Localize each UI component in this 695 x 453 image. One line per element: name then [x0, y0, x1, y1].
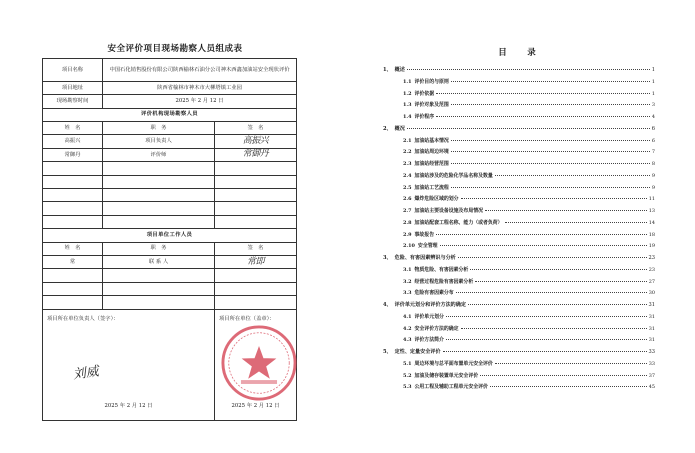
unit-header-row — [43, 242, 297, 255]
toc-entry-page: 1 — [651, 78, 655, 85]
toc-entry-number: 5.2 — [403, 372, 412, 379]
toc-entry-title: 评价依据 — [414, 90, 435, 97]
project-address-value: 陕西省榆林市神木市大柳塔镇工业园 — [103, 81, 297, 94]
unit-leader-signature-cell — [43, 309, 215, 420]
toc-entry-number: 3.3 — [403, 290, 412, 297]
toc-entry-page: 33 — [648, 349, 655, 355]
toc-section-entry[interactable] — [383, 313, 655, 325]
unit-leader-sign-date: 2025 年 2 月 12 日 — [104, 403, 153, 410]
toc-section-entry[interactable] — [383, 113, 655, 125]
toc-entry-title: 加油站配套工程名称、能力（或者负荷） — [414, 219, 503, 226]
unit-staff-row — [43, 255, 297, 268]
toc-entry-page: 9 — [651, 172, 655, 179]
toc-section-entry[interactable] — [383, 219, 655, 231]
toc-section-entry[interactable] — [383, 242, 655, 254]
staff-signature: 高振兴 — [215, 135, 297, 148]
toc-leader-dots — [451, 104, 650, 105]
toc-leader-dots — [446, 339, 647, 340]
toc-entry-page: 23 — [648, 266, 655, 273]
empty-row — [43, 188, 297, 201]
staff-duty: 评价师 — [103, 148, 215, 161]
toc-section-entry[interactable] — [383, 160, 655, 172]
empty-row — [43, 282, 297, 295]
toc-entry-number: 2.9 — [403, 231, 412, 238]
toc-section-entry[interactable] — [383, 383, 655, 395]
toc-section-entry[interactable] — [383, 172, 655, 184]
toc-section-entry[interactable] — [383, 360, 655, 372]
toc-entry-title: 评价目的与原则 — [414, 78, 449, 85]
empty-row — [43, 215, 297, 228]
survey-time-value: 2025 年 2 月 12 日 — [103, 95, 297, 108]
toc-entry-number: 2.2 — [403, 149, 412, 156]
toc-entry-number: 2.4 — [403, 172, 412, 179]
staff-name: 常 — [43, 255, 103, 268]
toc-leader-dots — [458, 257, 647, 258]
toc-entry-number: 5.3 — [403, 384, 412, 391]
section-unit-heading: 项目单位工作人员 — [43, 229, 297, 242]
toc-entry-title: 加油站涉及的危险化学品名称及数量 — [414, 172, 493, 179]
toc-entry-number: 4、 — [383, 302, 392, 308]
col-duty-header: 职 务 — [103, 242, 215, 255]
toc-entry-title: 评价对象及范围 — [414, 102, 449, 109]
toc-entry-title: 危险、有害因素辨识与分析 — [394, 255, 456, 261]
toc-entry-title: 经营过程危险有害因素分析 — [414, 278, 474, 285]
toc-leader-dots — [480, 375, 647, 376]
toc-entry-number: 1.4 — [403, 114, 412, 120]
toc-entry-page: 14 — [648, 219, 655, 226]
toc-entry-page: 9 — [651, 184, 655, 191]
toc-entry-title: 加油站主要设备设施及布局情况 — [414, 208, 483, 214]
toc-entry-title: 概况 — [394, 125, 405, 132]
toc-entry-page: 19 — [648, 243, 655, 250]
toc-section-entry[interactable] — [383, 207, 655, 219]
toc-entry-page: 7 — [651, 149, 655, 156]
col-duty-header: 职 务 — [103, 121, 215, 134]
toc-entry-number: 2.3 — [403, 161, 412, 167]
toc-entry-page: 6 — [651, 125, 655, 132]
section-org-heading: 评价机构现场勘察人员 — [43, 108, 297, 121]
toc-entry-page: 11 — [648, 196, 655, 203]
staff-name: 高振兴 — [43, 135, 103, 148]
toc-entry-page: 37 — [648, 372, 655, 379]
org-header-row — [43, 121, 297, 134]
empty-row — [43, 162, 297, 175]
org-staff-row — [43, 148, 297, 161]
toc-entry-page: 33 — [648, 360, 655, 367]
toc-entry-page: 27 — [648, 278, 655, 285]
toc-leader-dots — [446, 316, 647, 317]
project-name-row — [43, 59, 297, 82]
toc-entry-title: 危险有害因素分布 — [414, 290, 454, 297]
toc-entry-number: 2、 — [383, 125, 392, 132]
toc-entry-number: 2.10 — [403, 243, 415, 250]
toc-entry-title: 评价单元划分 — [414, 313, 444, 320]
survey-time-label: 现场勘察时间 — [43, 95, 103, 108]
toc-section-entry[interactable] — [383, 137, 655, 149]
toc-entry-title: 事故报告 — [414, 231, 435, 238]
toc-leader-dots — [440, 245, 647, 246]
toc-entry-title: 周边环境与总平面布置单元安全评价 — [414, 360, 493, 367]
toc-entry-page: 31 — [648, 325, 655, 332]
toc-leader-dots — [461, 198, 647, 199]
col-name-header: 姓 名 — [43, 121, 103, 134]
toc-entry-title: 加油站周边环境 — [414, 149, 449, 156]
toc-list — [383, 66, 655, 395]
toc-leader-dots — [505, 222, 647, 223]
toc-leader-dots — [451, 151, 650, 152]
staff-duty: 项目负责人 — [103, 135, 215, 148]
toc-section-entry[interactable] — [383, 278, 655, 290]
toc-entry-page: 45 — [648, 384, 655, 391]
toc-entry-title: 爆炸危险区域的划分 — [414, 196, 459, 203]
toc-entry-title: 加油及储存装置单元安全评价 — [414, 372, 479, 379]
toc-section-entry[interactable] — [383, 78, 655, 90]
empty-row — [43, 202, 297, 215]
toc-entry-page: 31 — [648, 302, 655, 308]
toc-leader-dots — [485, 210, 647, 211]
toc-entry-number: 2.5 — [403, 184, 412, 191]
toc-entry-page: 8 — [651, 161, 655, 167]
table-of-contents-page — [345, 0, 695, 453]
toc-entry-page: 1 — [651, 67, 655, 73]
toc-leader-dots — [495, 175, 650, 176]
toc-title: 目 录 — [498, 48, 542, 58]
toc-leader-dots — [443, 351, 647, 352]
toc-entry-title: 物质危险、有害因素分析 — [414, 266, 469, 273]
project-address-row — [43, 81, 297, 94]
toc-chapter-entry[interactable] — [383, 254, 655, 266]
staff-signature: 常即 — [215, 255, 297, 268]
survey-form-table — [42, 58, 297, 421]
toc-section-entry[interactable] — [383, 336, 655, 348]
project-name-value: 中国石化销售股份有限公司陕西榆林石油分公司神木西鑫加油站安全现状评价 — [103, 59, 297, 82]
toc-chapter-entry[interactable] — [383, 301, 655, 313]
toc-leader-dots — [456, 292, 647, 293]
unit-leader-handwritten-signature: 刘威 — [71, 363, 100, 383]
toc-entry-page: 23 — [648, 255, 655, 261]
toc-leader-dots — [436, 93, 650, 94]
toc-leader-dots — [407, 128, 650, 129]
toc-entry-number: 3.1 — [403, 266, 412, 273]
toc-entry-number: 5.1 — [403, 360, 412, 367]
toc-entry-number: 1.2 — [403, 90, 412, 97]
unit-stamp-date: 2025 年 2 月 12 日 — [231, 403, 280, 410]
toc-leader-dots — [451, 140, 650, 141]
toc-section-entry[interactable] — [383, 231, 655, 243]
toc-entry-page: 3 — [651, 102, 655, 109]
toc-entry-title: 评价单元划分和评价方法的确定 — [394, 302, 466, 308]
toc-section-entry[interactable] — [383, 90, 655, 102]
toc-entry-number: 2.6 — [403, 196, 412, 203]
toc-leader-dots — [475, 281, 647, 282]
survey-time-row — [43, 95, 297, 108]
toc-entry-title: 概述 — [394, 67, 405, 73]
toc-section-entry[interactable] — [383, 101, 655, 113]
toc-entry-number: 3、 — [383, 255, 392, 261]
toc-entry-title: 公用工程及辅助工程单元安全评价 — [414, 384, 488, 391]
unit-stamp-cell — [215, 309, 297, 420]
toc-entry-title: 加油站基本情况 — [414, 137, 449, 144]
toc-entry-number: 3.2 — [403, 278, 412, 285]
toc-chapter-entry[interactable] — [383, 66, 655, 78]
toc-entry-title: 评价程序 — [414, 114, 435, 120]
toc-leader-dots — [461, 328, 647, 329]
signature-row — [43, 309, 297, 420]
toc-leader-dots — [436, 234, 647, 235]
toc-entry-title: 加油站经营范围 — [414, 161, 449, 167]
toc-entry-number: 4.1 — [403, 313, 412, 320]
toc-leader-dots — [451, 163, 650, 164]
toc-entry-title: 定性、定量安全评价 — [394, 349, 441, 355]
toc-entry-page: 4 — [651, 114, 655, 120]
toc-entry-number: 1、 — [383, 67, 392, 73]
toc-entry-number: 2.8 — [403, 219, 412, 226]
toc-entry-number: 1.3 — [403, 102, 412, 109]
toc-entry-number: 1.1 — [403, 78, 412, 85]
toc-entry-page: 18 — [648, 231, 655, 238]
staff-duty: 联 系 人 — [103, 255, 215, 268]
toc-section-entry[interactable] — [383, 325, 655, 337]
toc-entry-title: 安全管理 — [417, 243, 438, 250]
form-title: 安全评价项目现场勘察人员组成表 — [107, 44, 243, 54]
col-signature-header: 签 名 — [215, 242, 297, 255]
toc-section-entry[interactable] — [383, 372, 655, 384]
project-name-label: 项目名称 — [43, 59, 103, 82]
toc-entry-page: 30 — [648, 290, 655, 297]
survey-form-page — [0, 0, 340, 453]
toc-entry-page: 6 — [651, 137, 655, 144]
toc-entry-number: 2.7 — [403, 208, 412, 214]
toc-section-entry[interactable] — [383, 266, 655, 278]
empty-row — [43, 269, 297, 282]
toc-section-entry[interactable] — [383, 195, 655, 207]
col-signature-header: 签 名 — [215, 121, 297, 134]
toc-entry-page: 13 — [648, 208, 655, 214]
toc-entry-title: 加油站工艺流程 — [414, 184, 449, 191]
toc-entry-title: 评价方法简介 — [414, 337, 444, 344]
toc-entry-page: 31 — [648, 337, 655, 344]
toc-section-entry[interactable] — [383, 184, 655, 196]
toc-entry-number: 5、 — [383, 349, 392, 355]
toc-chapter-entry[interactable] — [383, 348, 655, 360]
unit-leader-sign-label: 项目所在单位负责人（签字）： — [47, 315, 119, 322]
toc-chapter-entry[interactable] — [383, 125, 655, 137]
org-staff-row — [43, 135, 297, 148]
toc-leader-dots — [495, 363, 647, 364]
toc-leader-dots — [470, 269, 646, 270]
toc-entry-number: 4.3 — [403, 337, 412, 344]
empty-row — [43, 175, 297, 188]
col-name-header: 姓 名 — [43, 242, 103, 255]
toc-leader-dots — [468, 304, 647, 305]
toc-entry-title: 安全评价方法的确定 — [414, 325, 459, 332]
toc-leader-dots — [451, 81, 650, 82]
toc-entry-page: 1 — [651, 90, 655, 97]
empty-row — [43, 296, 297, 309]
toc-leader-dots — [490, 386, 647, 387]
toc-section-entry[interactable] — [383, 289, 655, 301]
toc-leader-dots — [407, 69, 650, 70]
toc-entry-number: 4.2 — [403, 325, 412, 332]
staff-name: 常御丹 — [43, 148, 103, 161]
toc-entry-page: 31 — [648, 313, 655, 320]
unit-stamp-label: 项目所在单位（盖章）： — [219, 315, 275, 322]
toc-entry-number: 2.1 — [403, 137, 412, 144]
staff-signature: 常御丹 — [215, 148, 297, 161]
project-address-label: 项目地址 — [43, 81, 103, 94]
toc-section-entry[interactable] — [383, 148, 655, 160]
toc-leader-dots — [451, 187, 650, 188]
toc-leader-dots — [436, 116, 650, 117]
